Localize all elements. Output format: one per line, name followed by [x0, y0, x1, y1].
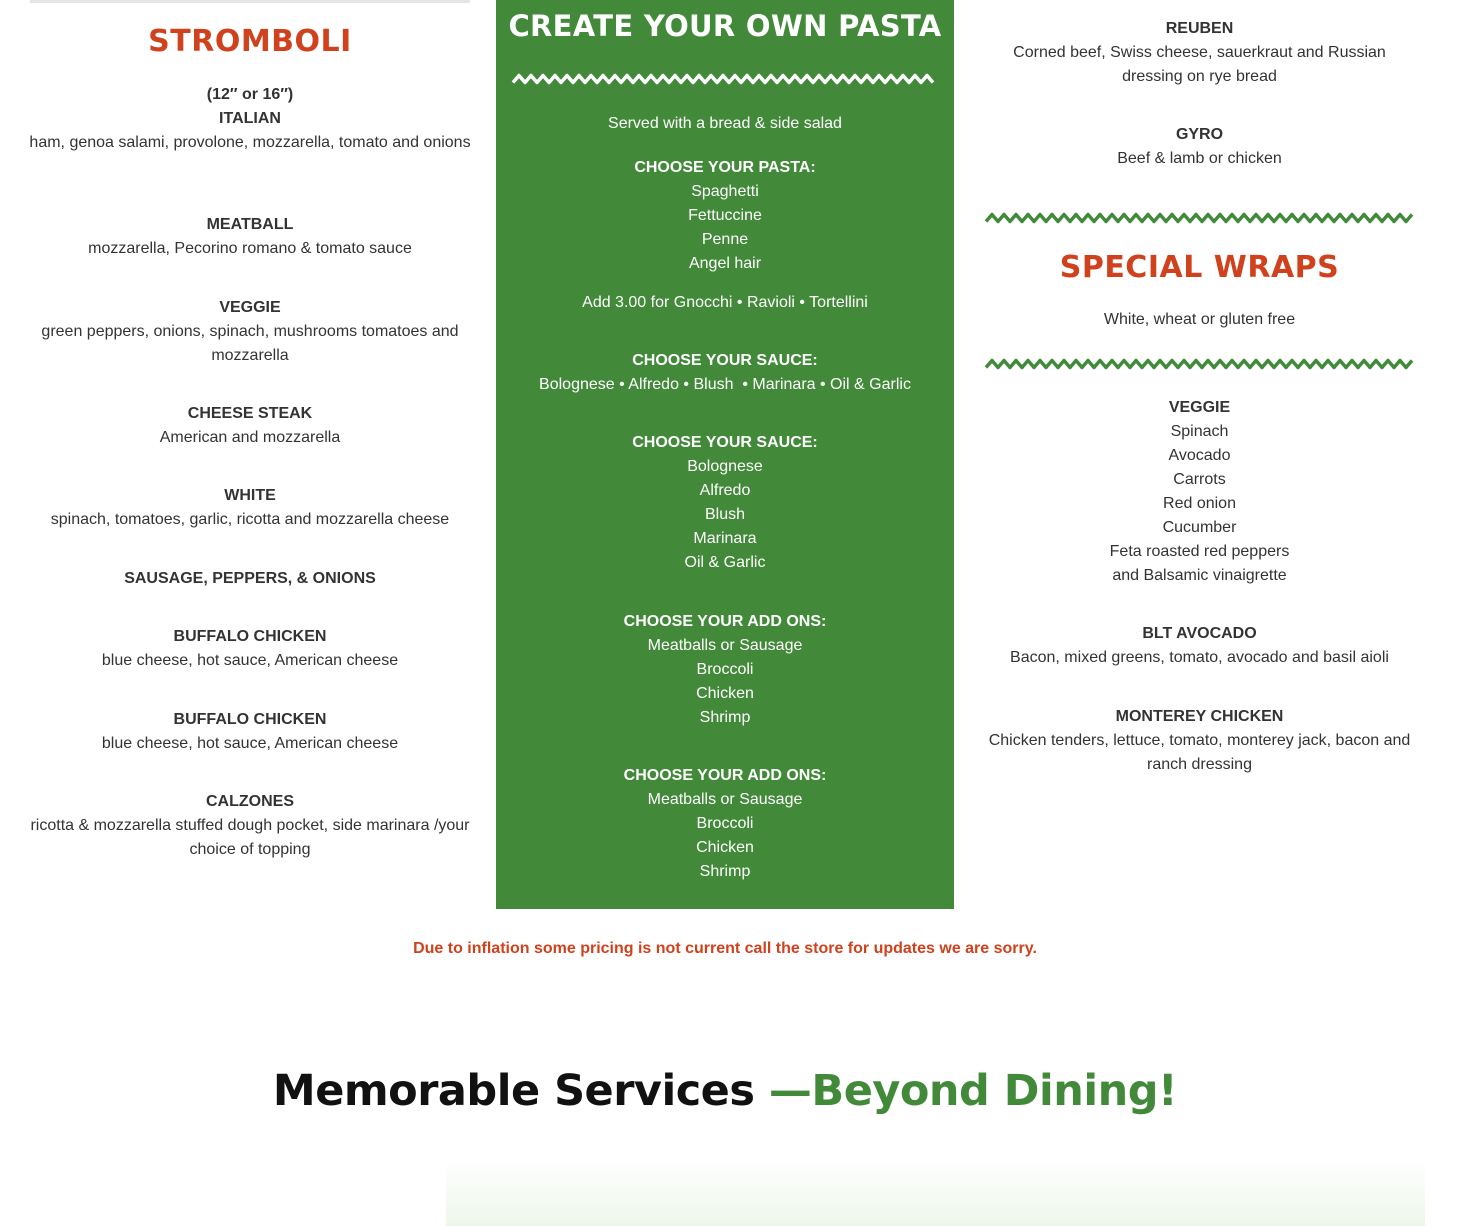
sauce-line: Bolognese • Alfredo • Blush • Marinara • Oil & Garlic [539, 376, 911, 393]
wrap-ingredient: Red onion [1163, 495, 1236, 512]
headline-accent: —Beyond Dining! [768, 1066, 1178, 1116]
wave-divider-bottom [984, 357, 1415, 371]
item-name: REUBEN [1165, 20, 1234, 37]
pasta-options [496, 180, 954, 276]
addon-option: Broccoli [696, 661, 754, 678]
choose-sauce-label: CHOOSE YOUR SAUCE: [632, 352, 818, 369]
choose-pasta-label: CHOOSE YOUR PASTA: [634, 159, 816, 176]
wrap-ingredient: Spinach [1170, 423, 1229, 440]
item-name: CHEESE STEAK [187, 405, 313, 422]
pasta-add-note: Add 3.00 for Gnocchi • Ravioli • Tortellini [582, 294, 868, 311]
wrap-ingredient: Carrots [1173, 471, 1226, 488]
sauce-option: Marinara [693, 530, 757, 547]
item-desc: Beef & lamb or chicken [1117, 150, 1282, 167]
addon-option: Meatballs or Sausage [647, 791, 803, 808]
pasta-panel [496, 0, 954, 909]
wrap-ingredient: Cucumber [1162, 519, 1237, 536]
addon-options-2 [496, 788, 954, 884]
item-name: VEGGIE [1168, 399, 1231, 416]
wrap-ingredient: Feta roasted red peppers [1109, 543, 1290, 560]
stromboli-size-note: (12″ or 16″) [206, 86, 294, 103]
item-name: BUFFALO CHICKEN [173, 711, 327, 728]
item-name: MONTEREY CHICKEN [1115, 708, 1284, 725]
addon-option: Shrimp [699, 863, 751, 880]
item-desc: Corned beef, Swiss cheese, sauerkraut and Russian dressing on rye bread [1013, 44, 1386, 85]
headline-main: Memorable Services [272, 1066, 769, 1116]
pasta-option: Fettuccine [688, 207, 762, 224]
stromboli-title: STROMBOLI [148, 24, 352, 59]
item-desc: spinach, tomatoes, garlic, ricotta and mozzarella cheese [50, 511, 450, 528]
item-name: CALZONES [206, 793, 294, 810]
addon-option: Chicken [696, 685, 754, 702]
sauce-option: Bolognese [687, 458, 763, 475]
item-desc: blue cheese, hot sauce, American cheese [101, 735, 399, 752]
menu-item-blt-avocado [984, 622, 1415, 670]
special-wraps-title: SPECIAL WRAPS [1059, 250, 1340, 285]
services-headline [0, 1066, 1450, 1116]
choose-addons-label-2: CHOOSE YOUR ADD ONS: [623, 767, 827, 784]
menu-item-buffalo-chicken-2 [25, 708, 475, 756]
pasta-option: Spaghetti [691, 183, 759, 200]
item-desc: ham, genoa salami, provolone, mozzarella, tomato and onions [29, 134, 471, 151]
item-desc: Chicken tenders, lettuce, tomato, monterey jack, bacon and ranch dressing [988, 732, 1411, 773]
addon-option: Broccoli [696, 815, 754, 832]
menu-item-italian [25, 107, 475, 155]
item-name: WHITE [224, 487, 276, 504]
sauce-option: Blush [704, 506, 746, 523]
pasta-served-note: Served with a bread & side salad [608, 115, 842, 132]
item-name: GYRO [1175, 126, 1224, 143]
item-name: MEATBALL [206, 216, 294, 233]
menu-item-meatball [25, 213, 475, 261]
pasta-title: CREATE YOUR OWN PASTA [508, 9, 942, 43]
wave-divider-top [984, 211, 1415, 225]
item-desc: Bacon, mixed greens, tomato, avocado and basil aioli [1010, 649, 1389, 666]
wave-divider-pasta [511, 72, 939, 86]
wrap-ingredient: Avocado [1168, 447, 1231, 464]
item-desc: ricotta & mozzarella stuffed dough pocket, side marinara /your choice of topping [30, 817, 470, 858]
menu-item-veggie-wrap [984, 396, 1415, 588]
wraps-note: White, wheat or gluten free [1103, 311, 1296, 328]
item-name: SAUSAGE, PEPPERS, & ONIONS [124, 570, 376, 587]
item-desc: American and mozzarella [159, 429, 341, 446]
item-desc: mozzarella, Pecorino romano & tomato sauce [88, 240, 412, 257]
sauce-options [496, 455, 954, 575]
pasta-option: Penne [701, 231, 749, 248]
item-name: ITALIAN [219, 110, 281, 127]
item-desc: blue cheese, hot sauce, American cheese [101, 652, 399, 669]
item-name: BLT AVOCADO [1142, 625, 1257, 642]
menu-item-monterey-chicken [984, 705, 1415, 777]
sauce-option: Oil & Garlic [684, 554, 766, 571]
choose-addons-label: CHOOSE YOUR ADD ONS: [623, 613, 827, 630]
pricing-notice: Due to inflation some pricing is not current call the store for updates we are sorry. [413, 940, 1037, 957]
menu-item-veggie [25, 296, 475, 368]
top-divider [30, 0, 470, 3]
services-panel [446, 1160, 1425, 1226]
pasta-option: Angel hair [688, 255, 762, 272]
addon-option: Meatballs or Sausage [647, 637, 803, 654]
item-name: VEGGIE [219, 299, 281, 316]
choose-sauce-label-2: CHOOSE YOUR SAUCE: [632, 434, 818, 451]
addon-option: Shrimp [699, 709, 751, 726]
menu-item-cheese-steak [25, 402, 475, 450]
menu-item-reuben [984, 17, 1415, 89]
menu-item-sausage-peppers [25, 567, 475, 591]
wrap-ingredient: and Balsamic vinaigrette [1112, 567, 1287, 584]
menu-item-white [25, 484, 475, 532]
menu-item-calzones [25, 790, 475, 862]
menu-item-buffalo-chicken [25, 625, 475, 673]
item-desc: green peppers, onions, spinach, mushrooms tomatoes and mozzarella [41, 323, 459, 364]
addon-option: Chicken [696, 839, 754, 856]
sauce-option: Alfredo [699, 482, 751, 499]
menu-item-gyro [984, 123, 1415, 171]
item-name: BUFFALO CHICKEN [173, 628, 327, 645]
addon-options [496, 634, 954, 730]
